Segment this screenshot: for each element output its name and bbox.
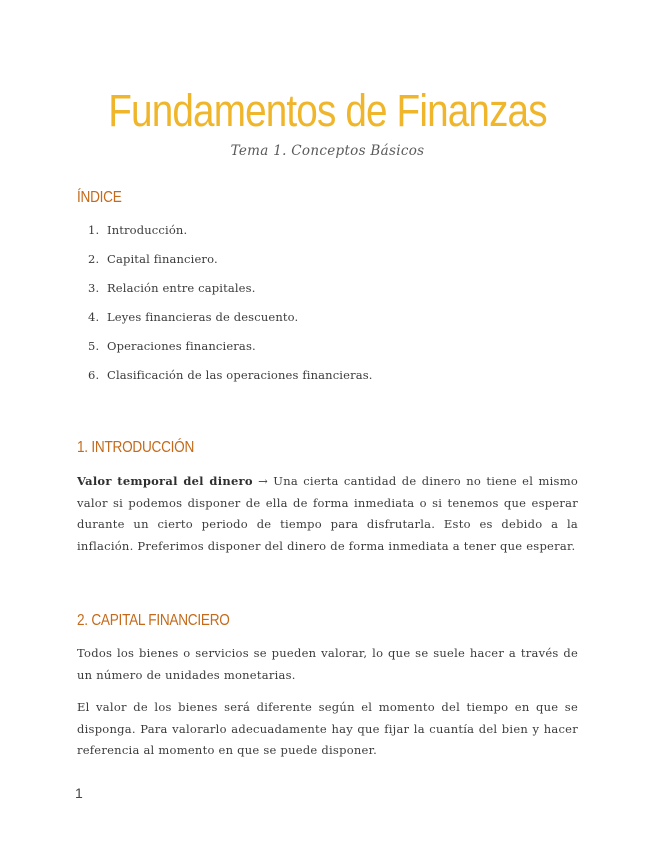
paragraph-text: Una cierta cantidad de dinero no tiene el mismo valor si podemos disponer de ella de forma inmediata o si tenemos que esperar durante un cierto periodo de tiempo para disfrutarla. Esto es debido a la inflación. Preferimos disponer del dinero de forma inmediata a tener que esperar.: [77, 474, 579, 553]
toc-item-label: Relación entre capitales.: [107, 281, 256, 295]
toc-item-number: 4.: [88, 310, 100, 324]
section-capital-paragraph-1: Todos los bienes o servicios se pueden valorar, lo que se suele hacer a través de un número de unidades monetarias.: [77, 646, 578, 682]
toc-item: [88, 251, 373, 280]
toc-item: [88, 338, 373, 367]
toc-item-label: Clasificación de las operaciones financieras.: [107, 368, 373, 382]
document-subtitle: Tema 1. Conceptos Básicos: [230, 143, 425, 159]
toc-item: [88, 222, 373, 251]
section-heading-capital-financiero: 2. CAPITAL FINANCIERO: [77, 612, 230, 629]
toc-item: [88, 367, 373, 396]
toc-item: [88, 280, 373, 309]
toc-item-number: 3.: [88, 281, 100, 295]
section-heading-introduccion: 1. INTRODUCCIÓN: [77, 439, 195, 456]
page-number: 1: [75, 785, 83, 801]
index-heading: ÍNDICE: [77, 189, 122, 206]
document-title: Fundamentos de Finanzas: [108, 85, 547, 136]
toc-item: [88, 309, 373, 338]
toc-item-number: 5.: [88, 339, 100, 353]
term-bold: Valor temporal del dinero: [77, 474, 253, 488]
toc-item-number: 1.: [88, 223, 100, 237]
toc-item-number: 2.: [88, 252, 100, 266]
table-of-contents: [88, 222, 373, 396]
section-capital-paragraph-2: El valor de los bienes será diferente según el momento del tiempo en que se disponga. Para valorarlo adecuadamente hay que fijar la cuantía del bien y hacer referencia al momento en que se puede disponer.: [77, 700, 578, 757]
toc-item-number: 6.: [88, 368, 100, 382]
toc-item-label: Leyes financieras de descuento.: [107, 310, 299, 324]
arrow-icon: →: [258, 474, 268, 488]
toc-item-label: Introducción.: [107, 223, 188, 237]
toc-item-label: Operaciones financieras.: [107, 339, 256, 353]
section-introduccion-paragraph: [77, 471, 578, 557]
toc-item-label: Capital financiero.: [107, 252, 218, 266]
